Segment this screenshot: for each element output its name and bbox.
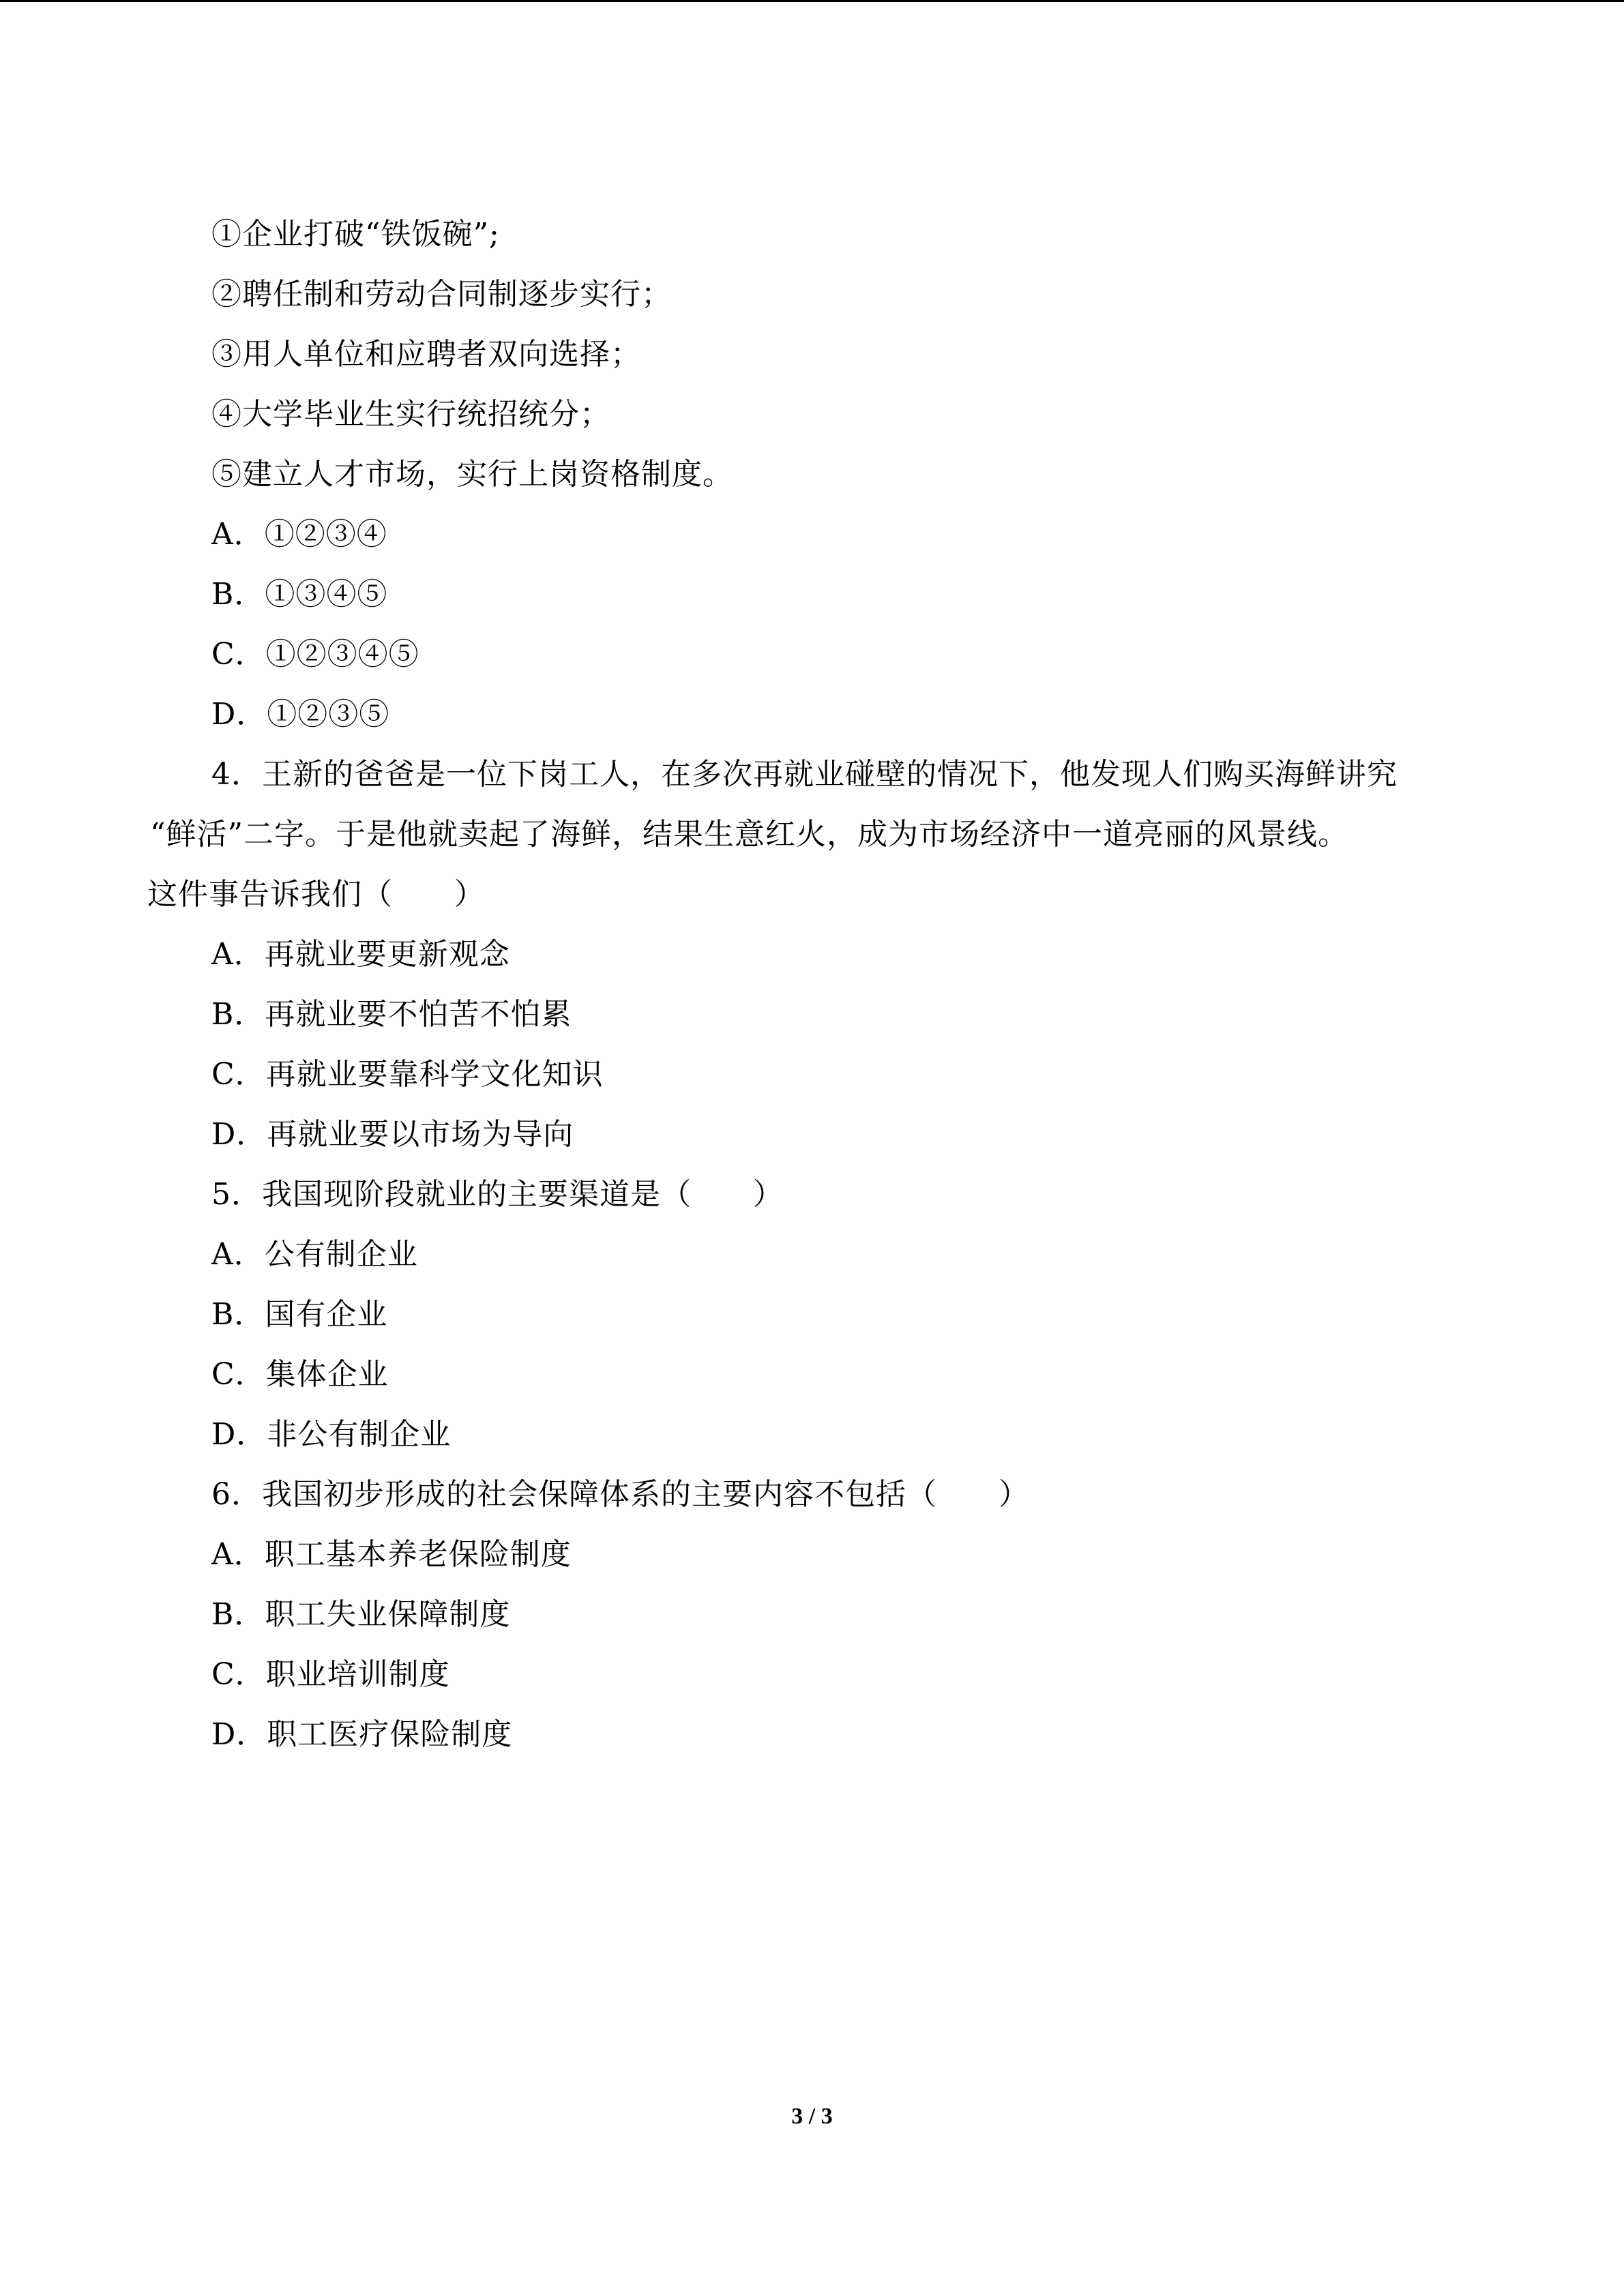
q4-option-d: D．再就业要以市场为导向 — [211, 1117, 574, 1152]
statement-3: ③用人单位和应聘者双向选择； — [211, 337, 641, 372]
page-number: 3 / 3 — [791, 2104, 833, 2129]
q6-stem: 6．我国初步形成的社会保障体系的主要内容不包括（ ） — [211, 1477, 1029, 1512]
q5-option-d: D．非公有制企业 — [211, 1417, 452, 1452]
q6-option-b: B．职工失业保障制度 — [211, 1597, 511, 1632]
q3-option-d: D．①②③⑤ — [211, 697, 390, 732]
q4-option-b: B．再就业要不怕苦不怕累 — [211, 997, 572, 1032]
q4-stem-line-2: “鲜活”二字。于是他就卖起了海鲜，结果生意红火，成为市场经济中一道亮丽的风景线。 — [150, 817, 1348, 852]
q3-option-b: B．①③④⑤ — [211, 577, 388, 612]
q4-stem-line-3: 这件事告诉我们（ ） — [147, 877, 485, 912]
q6-option-c: C．职业培训制度 — [211, 1657, 450, 1692]
q6-option-a: A．职工基本养老保险制度 — [211, 1537, 572, 1572]
q4-stem-line-1: 4．王新的爸爸是一位下岗工人，在多次再就业碰壁的情况下，他发现人们购买海鲜讲究 — [211, 757, 1398, 792]
q5-option-b: B．国有企业 — [211, 1297, 388, 1332]
q5-option-a: A．公有制企业 — [211, 1237, 418, 1272]
q6-option-d: D．职工医疗保险制度 — [211, 1717, 513, 1752]
top-border-rule — [0, 0, 1624, 2]
q3-option-a: A．①②③④ — [211, 517, 387, 552]
statement-4: ④大学毕业生实行统招统分； — [211, 397, 610, 432]
q4-option-c: C．再就业要靠科学文化知识 — [211, 1057, 604, 1092]
statement-1: ①企业打破“铁饭碗”; — [211, 217, 500, 252]
statement-5: ⑤建立人才市场，实行上岗资格制度。 — [211, 457, 733, 492]
q5-option-c: C．集体企业 — [211, 1357, 389, 1392]
q3-option-c: C．①②③④⑤ — [211, 637, 419, 672]
q5-stem: 5．我国现阶段就业的主要渠道是（ ） — [211, 1177, 784, 1212]
statement-2: ②聘任制和劳动合同制逐步实行； — [211, 277, 672, 312]
q4-option-a: A．再就业要更新观念 — [211, 937, 510, 972]
